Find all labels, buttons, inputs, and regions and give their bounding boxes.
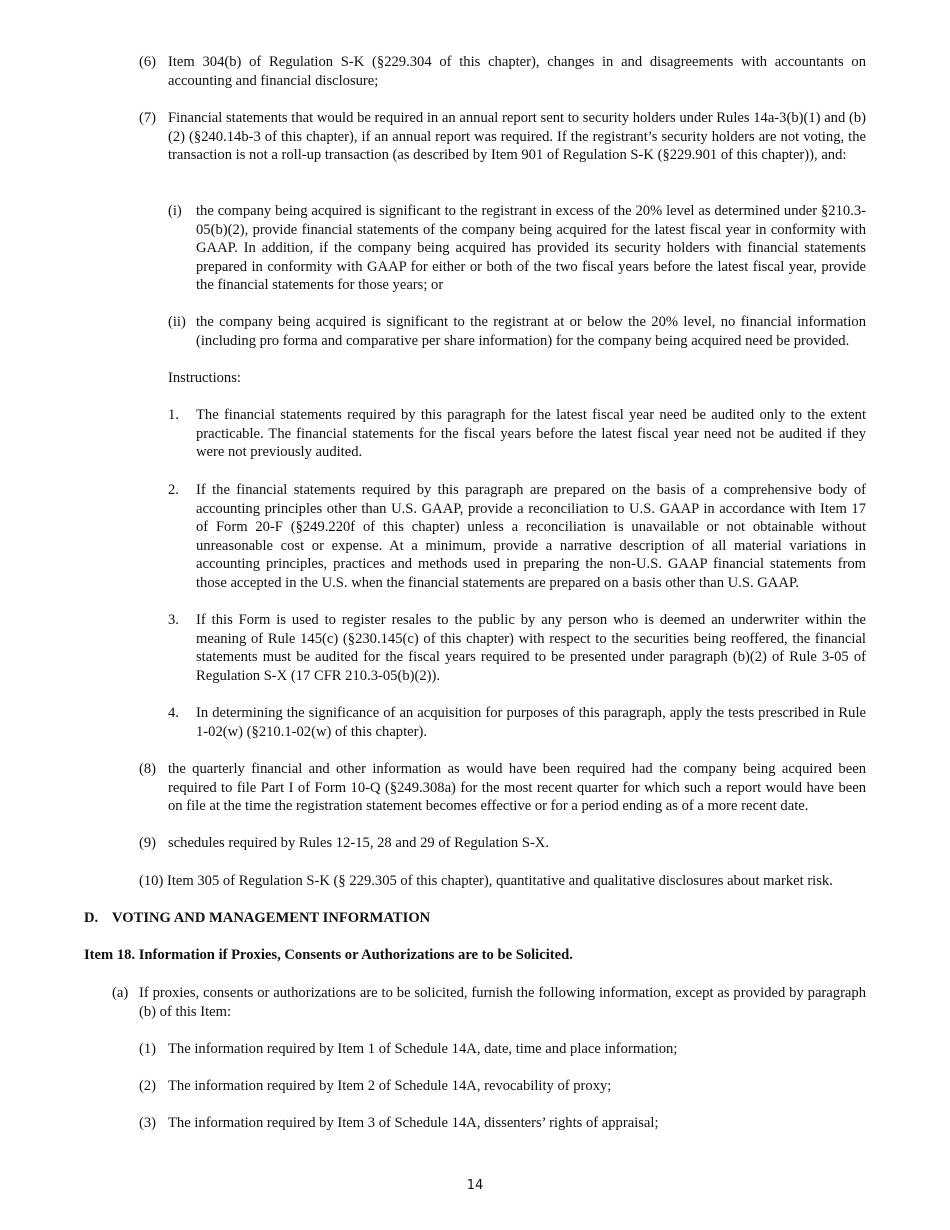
item-18-3-number: (3) bbox=[139, 1115, 157, 1131]
item-9-text: schedules required by Rules 12-15, 28 and 29 of Regulation S-X. bbox=[168, 835, 549, 851]
item-9-number: (9) bbox=[139, 835, 157, 851]
instruction-1-text: The financial statements required by this paragraph for the latest fiscal year need be audited only to the extent practicable. The financial statements for the fiscal years before the latest fiscal year need not be audited if they were not previously audited. bbox=[196, 407, 866, 460]
instruction-3-text: If this Form is used to register resales to the public by any person who is deemed an underwriter within the meaning of Rule 145(c) (§230.145(c) of this chapter) with respect to the securities being reoffered, the financial statements must be audited for the fiscal years required to be presented under paragraph (b)(2) of Rule 3-05 of Regulation S-X (17 CFR 210.3-05(b)(2)). bbox=[196, 612, 866, 684]
item-7-i-text: the company being acquired is significant to the registrant in excess of the 20% level as determined under §210.3-05(b)(2), provide financial statements of the company being acquired for the latest fiscal year in conformity with GAAP. In addition, if the company being acquired has provided its security holders with financial statements prepared in conformity with GAAP for either or both of the two fiscal years before the latest fiscal year, provide the financial statements for those years; or bbox=[196, 203, 866, 293]
instruction-4-number: 4. bbox=[168, 705, 179, 721]
item-7-number: (7) bbox=[139, 110, 157, 126]
item-7-ii-number: (ii) bbox=[168, 314, 186, 330]
item-18-2-number: (2) bbox=[139, 1078, 157, 1094]
item-18-a-text: If proxies, consents or authorizations are to be solicited, furnish the following information, except as provided by paragraph (b) of this Item: bbox=[139, 985, 866, 1020]
item-7-text: Financial statements that would be required in an annual report sent to security holders under Rules 14a-3(b)(1) and (b)(2) (§240.14b-3 of this chapter), if an annual report was required. If the registrant’s security holders are not voting, the transaction is not a roll-up transaction (as described by Item 901 of Regulation S-K (§229.901 of this chapter)), and: bbox=[168, 110, 866, 163]
instruction-2-number: 2. bbox=[168, 482, 179, 498]
instruction-4-text: In determining the significance of an acquisition for purposes of this paragraph, apply the tests prescribed in Rule 1-02(w) (§210.1-02(w) of this chapter). bbox=[196, 705, 866, 740]
item-18-1-number: (1) bbox=[139, 1041, 157, 1057]
item-18-title: Item 18. Information if Proxies, Consents or Authorizations are to be Solicited. bbox=[84, 947, 573, 963]
instruction-1-number: 1. bbox=[168, 407, 179, 423]
instruction-2-text: If the financial statements required by this paragraph are prepared on the basis of a comprehensive body of accounting principles other than U.S. GAAP, provide a reconciliation to U.S. GAAP in accordance with Item 17 of Form 20-F (§249.220f of this chapter) unless a reconciliation is unavailable or not obtainable without unreasonable cost or expense. At a minimum, provide a narrative description of all material variations in accounting principles, practices and methods used in preparing the non-U.S. GAAP financial statements from those accepted in the U.S. when the financial statements are prepared on a basis other than U.S. GAAP. bbox=[196, 482, 866, 591]
item-18-1-text: The information required by Item 1 of Schedule 14A, date, time and place information; bbox=[168, 1041, 678, 1057]
item-8-number: (8) bbox=[139, 761, 157, 777]
instructions-label: Instructions: bbox=[168, 370, 241, 386]
item-18-3-text: The information required by Item 3 of Schedule 14A, dissenters’ rights of appraisal; bbox=[168, 1115, 659, 1131]
item-8-text: the quarterly financial and other information as would have been required had the company being acquired been required to file Part I of Form 10-Q (§249.308a) for the most recent quarter for which such a report would have been on file at the time the registration statement becomes effective or for a period ending as of a more recent date. bbox=[168, 761, 866, 814]
item-18-2-text: The information required by Item 2 of Schedule 14A, revocability of proxy; bbox=[168, 1078, 612, 1094]
page-number: 14 bbox=[466, 1178, 484, 1193]
item-7-ii-text: the company being acquired is significant to the registrant at or below the 20% level, no financial information (including pro forma and comparative per share information) for the company being acquired need be provided. bbox=[196, 314, 866, 349]
section-d-title: VOTING AND MANAGEMENT INFORMATION bbox=[112, 910, 431, 926]
section-d-label: D. bbox=[84, 910, 99, 926]
item-6-text: Item 304(b) of Regulation S-K (§229.304 of this chapter), changes in and disagreements with accountants on accounting and financial disclosure; bbox=[168, 54, 866, 89]
item-10-text: (10) Item 305 of Regulation S-K (§ 229.305 of this chapter), quantitative and qualitative disclosures about market risk. bbox=[139, 873, 833, 889]
instruction-3-number: 3. bbox=[168, 612, 179, 628]
item-18-a-number: (a) bbox=[112, 985, 129, 1001]
item-6-number: (6) bbox=[139, 54, 157, 70]
item-7-i-number: (i) bbox=[168, 203, 182, 219]
